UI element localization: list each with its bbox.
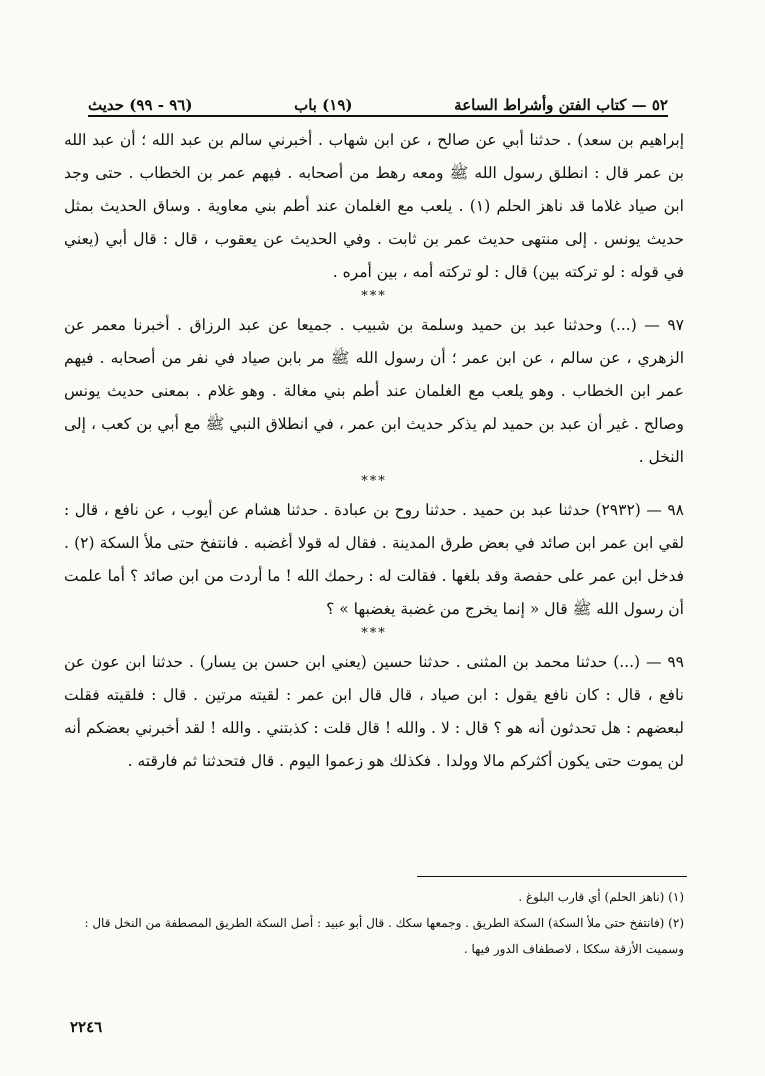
footnote-1: (١) (ناهز الحلم) أي قارب البلوغ .: [518, 890, 684, 904]
hadith-97: ٩٧ — (...) وحدثنا عبد بن حميد وسلمة بن شبيب . جميعا عن عبد الرزاق . أخبرنا معمر عن الزهري ، عن سالم ، عن ابن عمر ؛ أن رسول الله ﷺ مر بابن صياد في نفر من أصحابه . فيهم عمر ابن الخطاب . وهو يلعب مع الغلمان عند أطم بني مغالة . وهو غلام . بمعنى حديث يونس وصالح . غير أن عبد بن حميد لم يذكر حديث ابن عمر ، في انطلاق النبي ﷺ مع أبي بن كعب ، إلى النخل .: [64, 316, 684, 466]
section-separator: ***: [361, 626, 387, 641]
header-divider: [88, 115, 668, 117]
section-separator: ***: [361, 474, 387, 489]
header-book-title: ٥٢ — كتاب الفتن وأشراط الساعة: [454, 96, 668, 114]
running-header: [88, 84, 668, 114]
header-chapter: (١٩) باب: [294, 96, 353, 114]
footnotes: [68, 884, 684, 962]
header-hadith-range: (٩٦ - ٩٩) حديث: [88, 96, 193, 114]
main-text: [64, 124, 684, 778]
paragraph-continuation: إبراهيم بن سعد) . حدثنا أبي عن صالح ، عن ابن شهاب . أخبرني سالم بن عبد الله ؛ أن عبد الله بن عمر قال : انطلق رسول الله ﷺ ومعه رهط من أصحابه . فيهم عمر بن الخطاب . حتى وجد ابن صياد غلاما قد ناهز الحلم (١) . يلعب مع الغلمان عند أطم بني معاوية . وساق الحديث بمثل حديث يونس . إلى منتهى حديث عمر بن ثابت . وفي الحديث عن يعقوب ، قال : قال أبي (يعني في قوله : لو تركته بين) قال : لو تركته أمه ، بين أمره .: [64, 131, 684, 281]
page-number: ٢٢٤٦: [70, 1018, 103, 1036]
hadith-99: ٩٩ — (...) حدثنا محمد بن المثنى . حدثنا حسين (يعني ابن حسن بن يسار) . حدثنا ابن عون عن نافع ، قال : كان نافع يقول : ابن صياد ، قال قال ابن عمر : لقيته مرتين . قال : فلقيته فقلت لبعضهم : هل تحدثون أنه هو ؟ قال : لا . والله ! قال قلت : كذبتني . والله ! لقد أخبرني بعضكم أنه لن يموت حتى يكون أكثركم مالا وولدا . فكذلك هو زعموا اليوم . قال فتحدثنا ثم فارقته .: [64, 653, 684, 770]
footnote-divider: [417, 876, 687, 877]
footnote-2: (٢) (فانتفخ حتى ملأ السكة) السكة الطريق . وجمعها سكك . قال أبو عبيد : أصل السكة الطريق المصطفة من النخل قال : وسميت الأزقة سككا ، لاصطفاف الدور فيها .: [84, 916, 684, 956]
section-separator: ***: [361, 289, 387, 304]
hadith-98: ٩٨ — (٢٩٣٢) حدثنا عبد بن حميد . حدثنا روح بن عبادة . حدثنا هشام عن أيوب ، عن نافع ، قال : لقي ابن عمر ابن صائد في بعض طرق المدينة . فقال له قولا أغضبه . فانتفخ حتى ملأ السكة (٢) . فدخل ابن عمر على حفصة وقد بلغها . فقالت له : رحمك الله ! ما أردت من ابن صائد ؟ أما علمت أن رسول الله ﷺ قال « إنما يخرج من غضبة يغضبها » ؟: [64, 501, 685, 618]
